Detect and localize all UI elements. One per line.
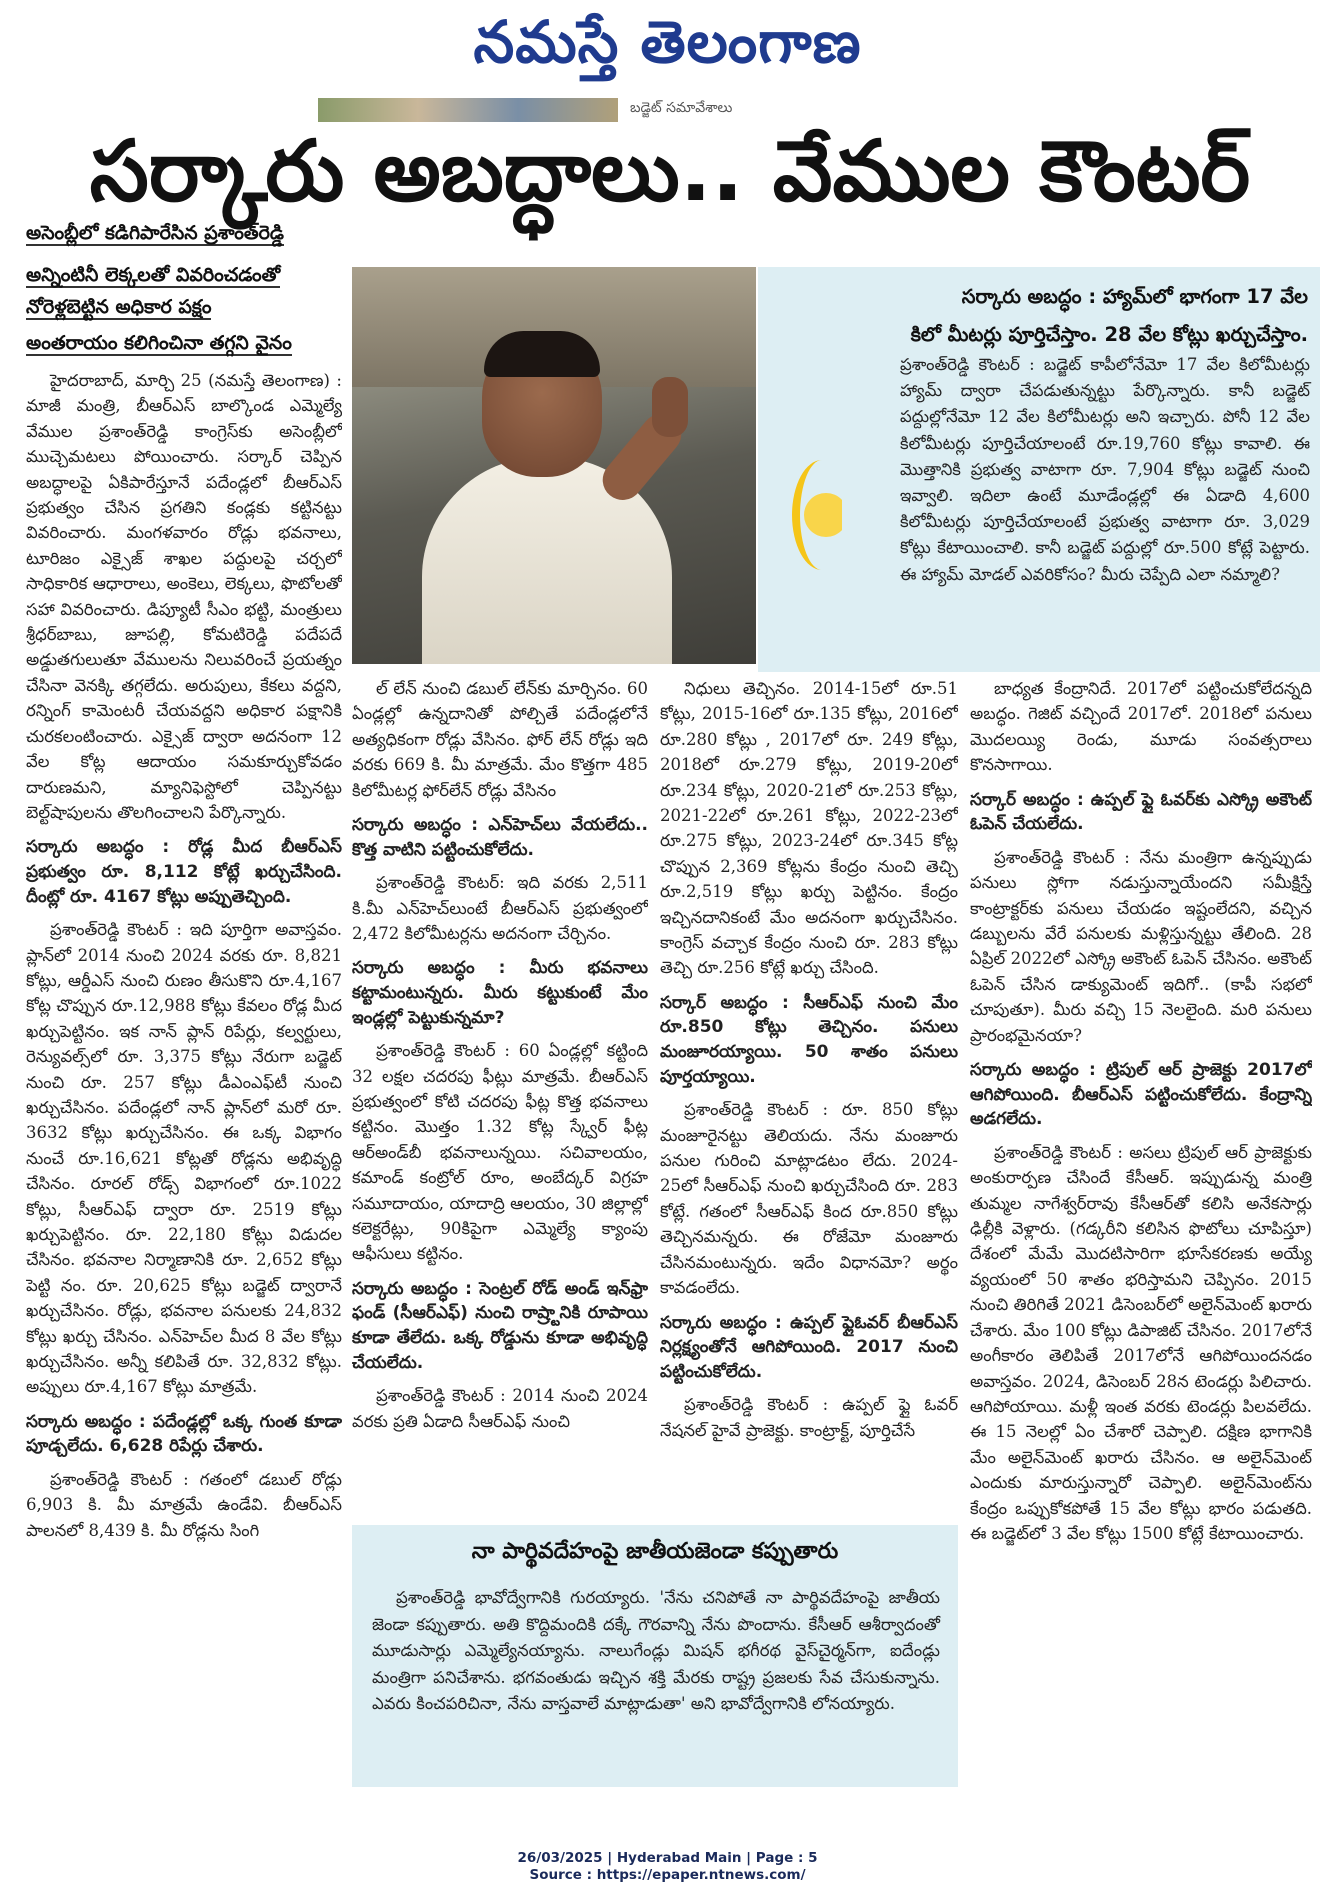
article-paragraph: హైదరాబాద్, మార్చి 25 (నమస్తే తెలంగాణ) : మాజీ మంత్రి, బీఆర్‌ఎస్ బాల్కొండ ఎమ్మెల్యే వేముల ప్రశాంత్‌రెడ్డి కాంగ్రెస్‌కు అసెంబ్లీలో ముచ్చెమటలు పోయించారు. సర్కార్ చెప్పిన అబద్ధాలపై ఏకిపారేస్తూనే పదేండ్లలో బీఆర్‌ఎస్ ప్రభుత్వం చేసిన ప్రగతిని కండ్లకు కట్టినట్టు వివరించారు. మంగళవారం రోడ్లు భవనాలు, టూరిజం ఎక్సైజ్ శాఖల పద్దులపై చర్చలో సాధికారిక ఆధారాలు, అంకెలు, లెక్కలు, ఫొటోలతో సహా వివరించారు. డిప్యూటీ సీఎం భట్టి, మంత్రులు శ్రీధర్‌బాబు, జూపల్లి, కోమటిరెడ్డి పదేపదే అడ్డుతగులుతూ వేములను నిలువరించే ప్రయత్నం చేసినా వెనక్కి తగ్గలేదు. అరుపులు, కేకలు వద్దని, రన్నింగ్ కామెంటరీ చేయవద్దని అధికార పక్షానికి చురకలంటించారు. ఎక్సైజ్ ద్వారా అదనంగా 12 వేల కోట్ల ఆదాయం సమకూర్చుకోవడం దారుణమని, మ్యానిఫెస్టోలో చెప్పినట్టు బెల్ట్‌షాపులను తొలగించాలని పేర్కొన్నారు. [26,371,342,822]
claim-heading: సర్కారు అబద్ధం : మీరు భవనాలు కట్టామంటున్నరు. మీరు కట్టుకుంటే మేం ఇండ్లల్లో పెట్టుకున్నమా? [352,958,648,1028]
deck-line-3: నోరెళ్లబెట్టిన అధికార పక్షం [26,296,212,318]
article-paragraph: ప్రశాంత్‌రెడ్డి కౌంటర్ : ఇది పూర్తిగా అవాస్తవం. ప్లాన్‌లో 2014 నుంచి 2024 వరకు రూ. 8,821 కోట్లు, ఆర్డీఎస్ నుంచి రుణం తీసుకొని రూ.4,167 కోట్ల చొప్పున రూ.12,988 కోట్లు కేవలం రోడ్ల మీద ఖర్చుపెట్టినం. ఇక నాన్ ప్లాన్ రిపేర్లు, కల్వర్టులు, రెన్యువల్స్‌లో రూ. 3,375 కోట్లు నేరుగా బడ్జెట్ నుంచి రూ. 257 కోట్లు డీఎంఎఫ్‌టీ నుంచి ఖర్చుచేసినం. పదేండ్లలో నాన్ ప్లాన్‌లో మరో రూ. 3632 కోట్లు ఖర్చుచేసినం. ఈ ఒక్క విభాగం నుంచే రూ.16,621 కోట్లతో రోడ్లను అభివృద్ధి చేసినం. రూరల్ రోడ్స్ విభాగంలో రూ.1022 కోట్లు, సీఆర్‌ఎఫ్ ద్వారా రూ. 2519 కోట్లు ఖర్చుపెట్టినం. రూ. 22,180 కోట్లు విడుదల చేసినం. భవనాల నిర్మాణానికి రూ. 2,652 కోట్లు పెట్టి నం. రూ. 20,625 కోట్లు బడ్జెట్ ద్వారానే ఖర్చుచేసినం. రోడ్లు, భవనాల పనులకు 24,832 కోట్లు ఖర్చు చేసినం. ఎన్‌హెచ్‌ల మీద 8 వేల కోట్లు ఖర్చుచేసినం. అన్నీ కలిపితే రూ. 32,832 కోట్లు. అప్పులు రూ.4,167 కోట్లు మాత్రమే. [26,920,342,1397]
photo-speaker [352,267,756,664]
section-label: బడ్జెట్ సమావేశాలు [630,100,733,116]
claim-heading: సర్కారు అబద్ధం : రోడ్ల మీద బీఆర్‌ఎస్ ప్రభుత్వం రూ. 8,112 కోట్లే ఖర్చుచేసింది. దీంట్లో రూ. 4167 కోట్లు అప్పుతెచ్చింది. [26,837,342,907]
claim-heading: సర్కార్ అబద్ధం : సీఆర్‌ఎఫ్ నుంచి మేం రూ.850 కోట్లు తెచ్చినం. పనులు మంజూరయ్యాయి. 50 శాతం పనులు పూర్తయ్యాయి. [660,992,958,1087]
article-column-1 [26,368,342,1813]
article-paragraph: ప్రశాంత్‌రెడ్డి కౌంటర్ : అసలు ట్రిపుల్ ఆర్ ప్రాజెక్టుకు అంకురార్పణ చేసిందే కేసీఆర్. ఇప్పుడున్న మంత్రి తుమ్మల నాగేశ్వర్‌రావు కేసీఆర్‌తో కలిసి అనేకసార్లు ఢిల్లీకి వెళ్లారు. (గడ్కరీని కలిసిన ఫొటోలు చూపిస్తూ) దేశంలో మేమే మొదటిసారిగా భూసేకరణకు అయ్యే వ్యయంలో 50 శాతం భరిస్తామని చెప్పినం. 2015 నుంచి తిరిగితే 2021 డిసెంబర్‌లో అలైన్‌మెంట్ ఖరారు చేశారు. మేం 100 కోట్లు డిపాజిట్ చేసినం. 2017లోనే అంగీకారం తెలిపితే 2017లోనే ఆగిపోయిందనడం అవాస్తవం. 2024, డిసెంబర్ 28న టెండర్లు పిలిచారు. ఆగిపోయాయి. మళ్లీ ఇంత వరకు టెండర్లు పిలవలేదు. ఈ 15 నెలల్లో ఏం చేశారో చెప్పాలి. దక్షిణ భాగానికి మేం అలైన్‌మెంట్ ఖరారు చేసినం. ఆ అలైన్‌మెంట్ ఎందుకు మారుస్తున్నారో చెప్పాలి. అలైన్‌మెంట్‌ను కేంద్రం ఒప్పుకోకపోతే 15 వేల కోట్లు భారం పడుతది. ఈ బడ్జెట్‌లో 3 వేల కోట్లు 1500 కోట్లే కేటాయించారు. [970,1142,1312,1543]
claim-heading: సర్కారు అబద్ధం : ఎన్‌హెచ్‌లు వేయలేదు.. కొత్త వాటిని పట్టించుకోలేదు. [352,815,648,860]
boxed-story-text: ప్రశాంత్‌రెడ్డి భావోద్వేగానికి గురయ్యారు. 'నేను చనిపోతే నా పార్థివదేహంపై జాతీయ జెండా కప్పుతారు. అతి కొద్దిమందికి దక్కే గౌరవాన్ని నేను పొందాను. కేసీఆర్ ఆశీర్వాదంతో మూడుసార్లు ఎమ్మెల్యేనయ్యాను. నాలుగేండ్లు మిషన్ భగీరథ వైస్‌చైర్మన్‌గా, ఐదేండ్లు మంత్రిగా పనిచేశాను. భగవంతుడు ఇచ్చిన శక్తి మేరకు రాష్ట్ర ప్రజలకు సేవ చేసుకున్నాను. ఎవరు కించపరిచినా, నేను వాస్తవాలే మాట్లాడుతా' అని భావోద్వేగానికి లోనయ్యారు. [372,1588,940,1713]
claim-heading: సర్కార్ అబద్ధం : ఉప్పల్ ఫ్లై ఓవర్‌కు ఎస్క్రో అకౌంట్ ఓపెన్ చేయలేదు. [970,789,1312,835]
claim-heading: సర్కారు అబద్ధం : సెంట్రల్ రోడ్ అండ్ ఇన్‌ఫ్రా ఫండ్ (సీఆర్‌ఎఫ్) నుంచి రాష్ర్టానికి రూపాయి కూడా తేలేదు. ఒక్క రోడ్డును కూడా అభివృద్ధి చేయలేదు. [352,1278,648,1373]
deck-line-1: అసెంబ్లీలో కడిగిపారేసిన ప్రశాంత్‌రెడ్డి [26,222,284,244]
article-paragraph: ప్రశాంత్‌రెడ్డి కౌంటర్ : నేను మంత్రిగా ఉన్నప్పుడు పనులు స్లోగా నడుస్తున్నాయేందని సమీక్షిస్తే కాంట్రాక్టర్‌కు పనులు చేయడం ఇష్టంలేదని, వచ్చిన డబ్బులను వేరే పనులకు మళ్లిస్తున్నట్టు తేలింది. 28 ఏప్రిల్ 2022లో ఎస్క్రో అకౌంట్ ఓపెన్ చేసినం. అకౌంట్ ఓపెన్ చేసిన డాక్యుమెంట్ ఇదిగో.. (కాపీ సభలో చూపుతూ). మీరు వచ్చి 15 నెలలైంది. మరి పనులు ప్రారంభమైనయా? [970,847,1312,1045]
sidebox-text: ప్రశాంత్‌రెడ్డి కౌంటర్ : బడ్జెట్ కాపీలోనేమో 17 వేల కిలోమీటర్లు హ్యామ్ ద్వారా చేపడుతున్నట్టు పేర్కొన్నారు. కానీ బడ్జెట్ పద్దుల్లోనేమో 12 వేల కిలోమీటర్లు అని ఇచ్చారు. పోనీ 12 వేల కిలోమీటర్లు పూర్తిచేయాలంటే రూ.19,760 కోట్లు కావాలి. ఈ మొత్తానికి ప్రభుత్వ వాటాగా రూ. 7,904 కోట్లు బడ్జెట్ నుంచి ఇవ్వాలి. ఇదిలా ఉంటే మూడేండ్లల్లో ఈ ఏడాది 4,600 కిలోమీటర్లు పూర్తిచేయాలంటే ప్రభుత్వ వాటాగా రూ. 3,029 కోట్లు కేటాయించాలి. కానీ బడ్జెట్ పద్దుల్లో రూ.500 కోట్లే పెట్టారు. ఈ హ్యామ్ మోడల్ ఎవరికోసం? మీరు చెప్పేది ఎలా నమ్మాలి? [900,355,1310,584]
article-column-4 [970,676,1312,1816]
sidebox-title: సర్కారు అబద్ధం : హ్యామ్‌లో భాగంగా 17 వేల కిలో మీటర్లు పూర్తిచేస్తాం. 28 వేల కోట్లు ఖర్చుచేస్తాం. [910,285,1308,346]
article-column-3 [660,676,958,1516]
article-paragraph: ప్రశాంత్‌రెడ్డి కౌంటర్ : 60 ఏండ్లల్లో కట్టింది 32 లక్షల చదరపు ఫీట్లు మాత్రమే. బీఆర్‌ఎస్ ప్రభుత్వంలో కోటి చదరపు ఫీట్ల కొత్త భవనాలు కట్టినం. మొత్తం 1.32 కోట్ల స్క్వేర్ ఫీట్ల ఆర్‌అండ్‌బీ భవనాలున్నయి. సచివాలయం, కమాండ్ కంట్రోల్ రూం, అంబేద్కర్ విగ్రహ సమూదాయం, యాదాద్రి ఆలయం, 30 జిల్లాల్లో కలెక్టరేట్లు, 90కిపైగా ఎమ్మెల్యే క్యాంపు ఆఫీసులు కట్టినం. [352,1041,648,1264]
headline: సర్కారు అబద్ధాలు.. వేముల కౌంటర్ [89,122,1251,220]
boxed-story-title: నా పార్థివదేహంపై జాతీయజెండా కప్పుతారు [471,1539,839,1564]
article-paragraph: ప్రశాంత్‌రెడ్డి కౌంటర్ : 2014 నుంచి 2024 వరకు ప్రతి ఏడాది సీఆర్‌ఎఫ్ నుంచి [352,1386,648,1431]
article-paragraph: ప్రశాంత్‌రెడ్డి కౌంటర్ : గతంలో డబుల్ రోడ్లు 6,903 కి. మీ మాత్రమే ఉండేవి. బీఆర్‌ఎస్ పాలనలో 8,439 కి. మీ రోడ్లను సింగి [26,1470,342,1540]
deck-line-4: అంతరాయం కలిగించినా తగ్గని వైనం [26,332,292,354]
masthead-logo: నమస్తే తెలంగాణ [473,8,862,76]
page-footer [0,1850,1335,1884]
footer-edition: 26/03/2025 | Hyderabad Main | Page : 5 [517,1850,818,1866]
article-paragraph: నిధులు తెచ్చినం. 2014-15లో రూ.51 కోట్లు, 2015-16లో రూ.135 కోట్లు, 2016లో రూ.280 కోట్లు , 2017లో రూ. 249 కోట్లు, 2018లో రూ.279 కోట్లు, 2019-20లో రూ.234 కోట్లు, 2020-21లో రూ.253 కోట్లు, 2021-22లో రూ.261 కోట్లు, 2022-23లో రూ.275 కోట్లు, 2023-24లో రూ.345 కోట్ల చొప్పున 2,369 కోట్లను కేంద్రం నుంచి తెచ్చి రూ.2,519 కోట్లు ఖర్చు పెట్టినం. కేంద్రం ఇచ్చినదానికంటే మేం అదనంగా ఖర్చుచేసినం. కాంగ్రెస్ వచ్చాక కేంద్రం నుంచి రూ. 283 కోట్లు తెచ్చి రూ.256 కోట్లే ఖర్చు చేసింది. [660,679,958,978]
article-paragraph: ప్రశాంత్‌రెడ్డి కౌంటర్: ఇది వరకు 2,511 కి.మీ ఎన్‌హెచ్‌లుంటే బీఆర్‌ఎస్ ప్రభుత్వంలో 2,472 కిలోమీటర్లను అదనంగా చేర్చినం. [352,873,648,944]
claim-heading: సర్కారు అబద్ధం : ట్రిపుల్ ఆర్ ప్రాజెక్టు 2017లో ఆగిపోయింది. బీఆర్‌ఎస్ పట్టించుకోలేదు. కేంద్రాన్ని అడగలేదు. [970,1060,1312,1130]
claim-heading: సర్కారు అబద్ధం : ఉప్పల్ ఫ్లైఓవర్ బీఆర్‌ఎస్ నిర్లక్ష్యంతోనే ఆగిపోయింది. 2017 నుంచి పట్టించుకోలేదు. [660,1312,958,1382]
sun-decoration-icon [782,440,842,590]
article-paragraph: బాధ్యత కేంద్రానిదే. 2017లో పట్టించుకోలేదన్నది అబద్ధం. గెజిట్ వచ్చిందే 2017లో. 2018లో పనులు మొదలయ్యి రెండు, మూడు సంవత్సరాలు కొనసాగాయి. [970,679,1312,775]
footer-source: Source : https://epaper.ntnews.com/ [529,1867,806,1883]
article-column-2 [352,676,648,1516]
claim-heading: సర్కారు అబద్ధం : పదేండ్లల్లో ఒక్క గుంత కూడా పూడ్చలేదు. 6,628 రిపేర్లు చేశారు. [26,1411,342,1457]
article-paragraph: ప్రశాంత్‌రెడ్డి కౌంటర్ : రూ. 850 కోట్లు మంజూరైనట్టు తెలియదు. నేను మంజూరు పనుల గురించి మాట్లాడటం లేదు. 2024-25లో సీఆర్‌ఎఫ్ నుంచి ఖర్చుచేసింది రూ. 283 కోట్లే. గతంలో సీఆర్‌ఎఫ్ కింద రూ.850 కోట్లు తెచ్చినమన్నరు. ఈ రోజేమో మంజూరు చేసినమంటున్నరు. ఇదేం విధానమో? అర్థం కావడంలేదు. [660,1100,958,1298]
deck-line-2: అన్నింటినీ లెక్కలతో వివరించడంతో [26,264,281,286]
article-paragraph: ల్ లేన్ నుంచి డబుల్ లేన్‌కు మార్చినం. 60 ఏండ్లల్లో ఉన్నదానితో పోల్చితే పదేండ్లలోనే అత్యధికంగా రోడ్లు వేసినం. ఫోర్ లేన్ రోడ్లు ఇది వరకు 669 కి. మీ మాత్రమే. మేం కొత్తగా 485 కిలోమీటర్ల ఫోర్‌లేన్ రోడ్లు వేసినం [352,679,648,800]
article-paragraph: ప్రశాంత్‌రెడ్డి కౌంటర్ : ఉప్పల్ ఫ్లై ఓవర్ నేషనల్ హైవే ప్రాజెక్టు. కాంట్రాక్ట్, పూర్తిచేసే [660,1395,958,1440]
